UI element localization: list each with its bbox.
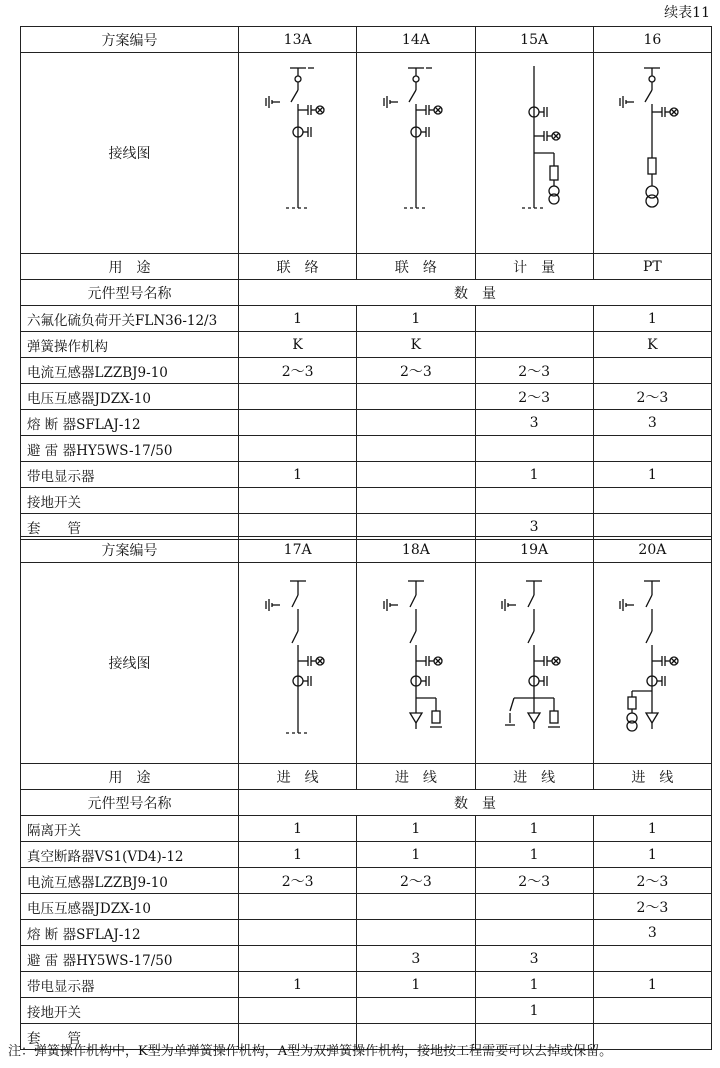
component-row [21,894,712,920]
quantity-cell: 3 [593,920,711,946]
quantity-cell: 3 [475,514,593,540]
quantity-cell [239,894,357,920]
component-row [21,816,712,842]
quantity-cell [239,488,357,514]
quantity-header: 数 量 [239,790,712,816]
component-name: 电压互感器JDZX-10 [21,894,239,920]
scheme-number: 20A [593,537,711,563]
quantity-cell: 2～3 [475,868,593,894]
quantity-cell [357,410,475,436]
use-value: 计 量 [475,254,593,280]
quantity-cell: K [593,332,711,358]
wiring-diagram-label: 接线图 [21,53,239,254]
quantity-cell [475,306,593,332]
continuation-label: 续表11 [664,5,710,21]
component-row [21,384,712,410]
quantity-cell: 2～3 [475,384,593,410]
component-header-row [21,280,712,306]
quantity-cell [593,946,711,972]
component-header-row [21,790,712,816]
component-header: 元件型号名称 [21,790,239,816]
quantity-cell: 1 [593,306,711,332]
use-value: 联 络 [357,254,475,280]
quantity-cell [239,384,357,410]
wiring-diagram-row [21,53,712,254]
component-row [21,436,712,462]
component-name: 真空断路器VS1(VD4)-12 [21,842,239,868]
scheme-number: 14A [357,27,475,53]
scheme-number: 19A [475,537,593,563]
quantity-header: 数 量 [239,280,712,306]
scheme-table-1 [20,26,712,540]
quantity-cell: 1 [475,998,593,1024]
quantity-cell: 1 [239,816,357,842]
quantity-cell [357,998,475,1024]
component-name: 避 雷 器HY5WS-17/50 [21,946,239,972]
component-row [21,332,712,358]
quantity-cell: 1 [593,462,711,488]
quantity-cell [357,462,475,488]
component-name: 套 管 [21,1024,239,1050]
scheme-number: 17A [239,537,357,563]
scheme-number: 13A [239,27,357,53]
quantity-cell [593,436,711,462]
quantity-cell [593,358,711,384]
quantity-cell [239,946,357,972]
component-name: 避 雷 器HY5WS-17/50 [21,436,239,462]
wiring-diagram-19a [475,563,593,764]
quantity-cell: 1 [593,816,711,842]
quantity-cell: 1 [239,306,357,332]
use-row [21,254,712,280]
wiring-diagram-20a [593,563,711,764]
component-header: 元件型号名称 [21,280,239,306]
use-value: 进 线 [239,764,357,790]
quantity-cell [357,920,475,946]
quantity-cell: 2～3 [357,868,475,894]
quantity-cell: 2～3 [239,358,357,384]
component-row [21,488,712,514]
component-name: 带电显示器 [21,462,239,488]
quantity-cell [357,488,475,514]
wiring-diagram-label: 接线图 [21,563,239,764]
wiring-diagram-16 [593,53,711,254]
quantity-cell: 1 [475,842,593,868]
quantity-cell: 2～3 [593,384,711,410]
quantity-cell [475,488,593,514]
quantity-cell [239,436,357,462]
component-name: 电流互感器LZZBJ9-10 [21,358,239,384]
quantity-cell [593,998,711,1024]
quantity-cell: 3 [475,946,593,972]
component-name: 弹簧操作机构 [21,332,239,358]
scheme-number-row [21,537,712,563]
wiring-diagram-17a [239,563,357,764]
wiring-diagram-18a [357,563,475,764]
scheme-number-row [21,27,712,53]
component-row [21,306,712,332]
scheme-number-label: 方案编号 [21,27,239,53]
quantity-cell: 1 [239,462,357,488]
quantity-cell: 1 [475,462,593,488]
quantity-cell [475,894,593,920]
quantity-cell: 1 [475,816,593,842]
use-label: 用 途 [21,764,239,790]
use-label: 用 途 [21,254,239,280]
wiring-diagram-13a [239,53,357,254]
use-value: 进 线 [357,764,475,790]
component-row [21,868,712,894]
use-value: 进 线 [475,764,593,790]
component-name: 电流互感器LZZBJ9-10 [21,868,239,894]
quantity-cell [239,920,357,946]
quantity-cell [593,488,711,514]
wiring-diagram-row [21,563,712,764]
use-value: 联 络 [239,254,357,280]
footnote: 注：弹簧操作机构中，K型为单弹簧操作机构，A型为双弹簧操作机构，接地按工程需要可以去掉或保留。 [8,1044,613,1059]
component-name: 熔 断 器SFLAJ-12 [21,410,239,436]
quantity-cell: 1 [357,842,475,868]
use-row [21,764,712,790]
quantity-cell: 1 [357,816,475,842]
quantity-cell [239,410,357,436]
use-value: 进 线 [593,764,711,790]
wiring-diagram-14a [357,53,475,254]
quantity-cell [475,332,593,358]
quantity-cell: 2～3 [593,894,711,920]
quantity-cell: 2～3 [475,358,593,384]
component-name: 接地开关 [21,488,239,514]
component-row [21,920,712,946]
quantity-cell: 1 [239,972,357,998]
quantity-cell: 1 [593,842,711,868]
quantity-cell [357,436,475,462]
quantity-cell: 1 [239,842,357,868]
component-row [21,410,712,436]
component-row [21,972,712,998]
quantity-cell [475,436,593,462]
quantity-cell [475,920,593,946]
component-name: 套 管 [21,514,239,540]
component-row [21,842,712,868]
quantity-cell: 3 [475,410,593,436]
quantity-cell [239,998,357,1024]
wiring-diagram-15a [475,53,593,254]
quantity-cell: 1 [357,972,475,998]
component-name: 六氟化硫负荷开关FLN36-12/3 [21,306,239,332]
quantity-cell: 1 [593,972,711,998]
quantity-cell: 2～3 [357,358,475,384]
quantity-cell [357,894,475,920]
quantity-cell: 3 [593,410,711,436]
component-name: 接地开关 [21,998,239,1024]
quantity-cell: K [239,332,357,358]
component-name: 带电显示器 [21,972,239,998]
quantity-cell: 1 [475,972,593,998]
quantity-cell: 3 [357,946,475,972]
component-row [21,998,712,1024]
scheme-table-2 [20,536,712,1050]
quantity-cell [357,384,475,410]
component-row [21,462,712,488]
quantity-cell: K [357,332,475,358]
component-row [21,358,712,384]
scheme-number-label: 方案编号 [21,537,239,563]
component-name: 熔 断 器SFLAJ-12 [21,920,239,946]
use-value: PT [593,254,711,280]
scheme-number: 15A [475,27,593,53]
quantity-cell: 1 [357,306,475,332]
component-name: 电压互感器JDZX-10 [21,384,239,410]
scheme-number: 16 [593,27,711,53]
component-name: 隔离开关 [21,816,239,842]
quantity-cell: 2～3 [593,868,711,894]
quantity-cell: 2～3 [239,868,357,894]
scheme-number: 18A [357,537,475,563]
component-row [21,946,712,972]
